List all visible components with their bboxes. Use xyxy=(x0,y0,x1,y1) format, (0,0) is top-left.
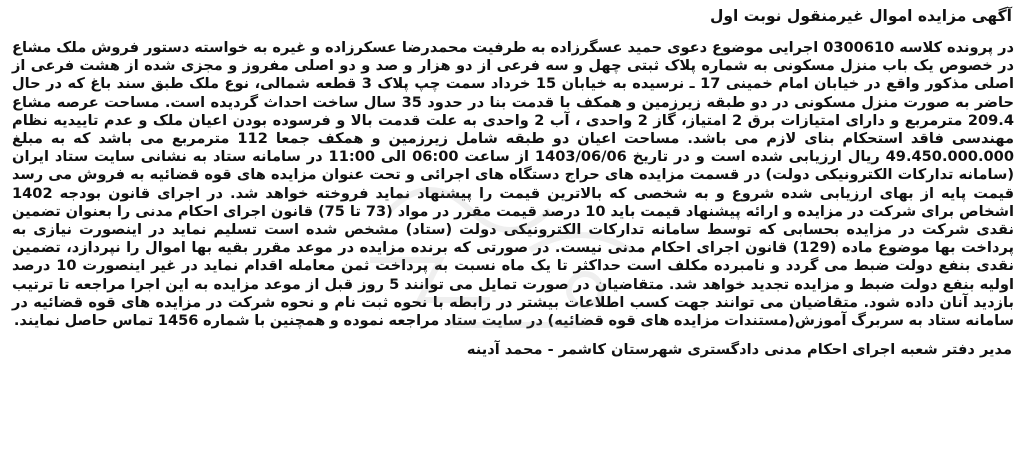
auction-notice xyxy=(6,4,1018,459)
notice-body: در پرونده کلاسه 0300610 اجرایی موضوع دعوی حمید عسگرزاده به طرفیت محمدرضا عسکرزاده و غیره به خواسته دستور فروش ملک مشاع در خصوص یک باب منزل مسکونی به شماره پلاک ثبتی چهل و سه فرعی از دو هزار و صد و دو اصلی مفروز و مجزی شده از هشت فرعی از اصلی مذکور واقع در خیابان امام خمینی 17 ـ نرسیده به خیابان 15 خرداد سمت چپ پلاک 3 قطعه شمالی، نوع ملک طبق سند باغ که در حال حاضر به صورت منزل مسکونی در دو طبقه زیرزمین و همکف با قدمت بنا در حدود 35 سال ساخت احداث گردیده است. مساحت عرصه مشاع 209.4 مترمربع و دارای امتیازات برق 2 امتیاز، گاز 2 واحدی ، آب 2 واحدی به علت قدمت بالا و فرسوده بودن اعیان ملک و عدم تاییدیه نظام مهندسی فاقد استحکام بنای لازم می باشد. مساحت اعیان دو طبقه شامل زیرزمین و همکف جمعا 112 مترمربع می باشد که به مبلغ 49.450.000.000 ریال ارزیابی شده است و در تاریخ 1403/06/06 از ساعت 06:00 الی 11:00 در سامانه ستاد به نشانی سایت ستاد ایران (سامانه تدارکات الکترونیکی دولت) در قسمت مزایده های حراج دستگاه های اجرائی و تحت عنوان مزایده های قوه قضائیه به فروش می رسد قیمت پایه از بهای ارزیابی شده شروع و به شخصی که بالاترین قیمت را پیشنهاد نماید فروخته خواهد شد. در اجرای قانون بودجه 1402 اشخاص برای شرکت در مزایده و ارائه پیشنهاد قیمت باید 10 درصد قیمت مقرر در مواد (73 تا 75) قانون اجرای احکام مدنی را بعنوان تضمین نقدی شرکت در مزایده بحسابی که توسط سامانه تدارکات الکترونیکی دولت (ستاد) مشخص شده است تسلیم نماید در اینصورت نیازی به پرداخت بها موضوع ماده (129) قانون اجرای احکام مدنی نیست. در صورتی که برنده مزایده در موعد مقرر بقیه بها اموال را نپردازد، تضمین نقدی بنفع دولت ضبط می گردد و نامبرده مکلف است حداکثر تا یک ماه نسبت به پرداخت ثمن معامله اقدام نماید در غیر اینصورت 10 درصد اولیه بنفع دولت ضبط و مزایده تجدید خواهد شد. متقاضیان در صورت تمایل می توانند 5 روز قبل از موعد مزایده به این اجرا مراجعه تا ترتیب بازدید آنان داده شود. متقاضیان می توانند جهت کسب اطلاعات بیشتر در رابطه با نحوه ثبت نام و نحوه شرکت در مزایده های قوه قضائیه در سامانه ستاد به سربرگ آموزش(مستندات مزایده های قوه قضائیه) در سایت ستاد مراجعه نموده و همچنین با شماره 1456 تماس حاصل نمایند. xyxy=(12,39,1014,330)
notice-signature: مدیر دفتر شعبه اجرای احکام مدنی دادگستری شهرستان کاشمر - محمد آدینه xyxy=(466,341,1012,359)
notice-title: آگهی مزایده اموال غیرمنقول نوبت اول xyxy=(709,7,1012,25)
